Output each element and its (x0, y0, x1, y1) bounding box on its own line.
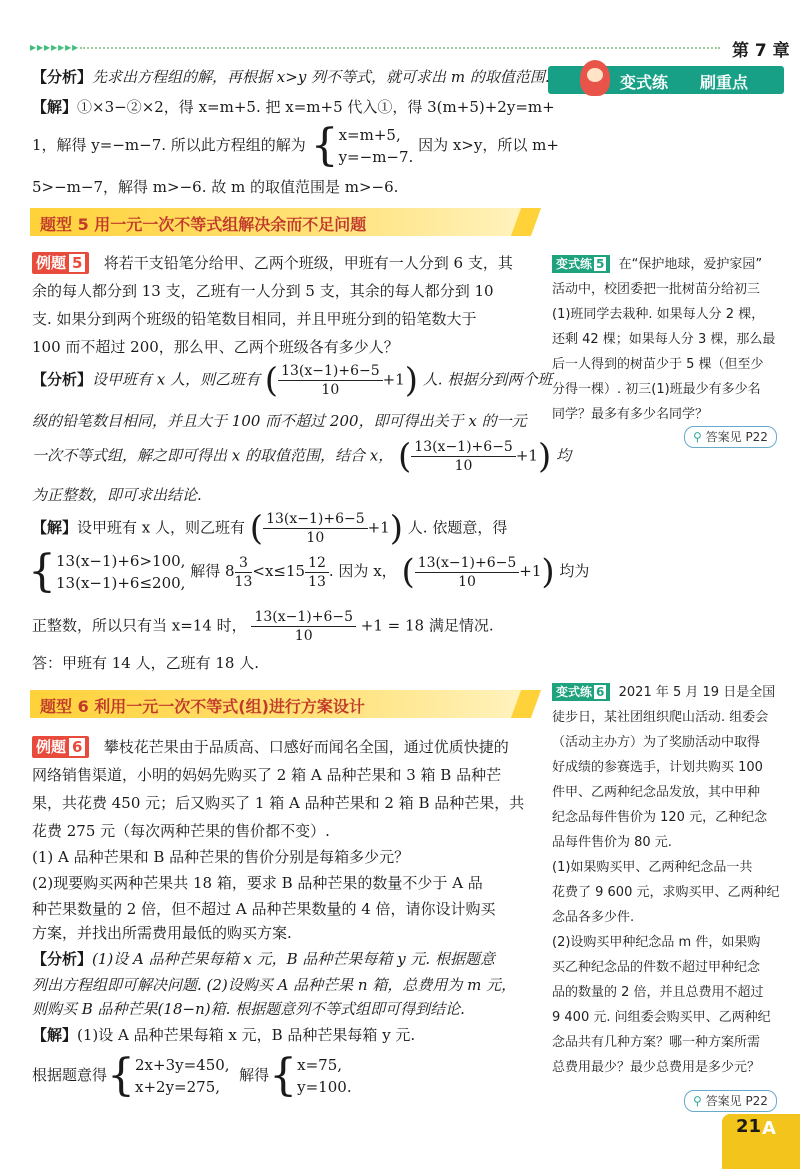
example6-line2: 网络销售渠道，小明的妈妈先购买了 2 箱 A 品种芒果和 3 箱 B 品种芒 (32, 766, 502, 784)
example5-solution-1: 【解】设甲班有 x 人，则乙班有 ( $\frac{13(x-1)+6-5}{10}$ +1) 人. 依题意，得 (32, 508, 508, 549)
example5-analysis-4: 为正整数，即可求出结论. (32, 486, 202, 504)
example6-analysis-3: 则购买 B 品种芒果(18−n)箱. 根据题意列不等式组即可得到结论. (32, 1000, 465, 1018)
example5-line1: 例题 5 将若干支铅笔分给甲、乙两个班级，甲班有一人分到 6 支，其 (32, 252, 513, 274)
header-divider (80, 47, 720, 49)
header-dots: ▸▸▸▸▸▸▸ (30, 40, 80, 54)
side-banner (548, 66, 784, 94)
solution-text: 因为 x>y，所以 m+ (418, 136, 559, 154)
example6-question2a: (2)现要购买两种芒果共 18 箱，要求 B 品种芒果的数量不少于 A 品 (32, 874, 483, 892)
fraction: $\frac{13(x-1)+6-5}{10}$ (411, 438, 516, 475)
answer-link-5[interactable] (684, 426, 777, 448)
section-title: 题型 6 利用一元一次不等式(组)进行方案设计 (40, 697, 365, 716)
fraction: $\frac{12}{13}$ (305, 554, 329, 591)
example5-solution-3: 正整数，所以只有当 x=14 时， $\frac{13(x-1)+6-5}{10}$ +1 = 18 满足情况. (32, 609, 494, 644)
equation-solution: x=75, y=100. (297, 1056, 352, 1096)
section-title: 题型 5 用一元一次不等式组解决余而不足问题 (40, 215, 367, 234)
example6-line4: 花费 275 元（每次两种芒果的售价都不变）. (32, 822, 330, 840)
page-number: 21 (736, 1116, 762, 1137)
example5-line3: 支. 如果分到两个班级的铅笔数目相同，并且甲班分到的铅笔数大于 (32, 310, 477, 328)
analysis-label: 【分析】 (32, 950, 93, 968)
top-solution-line3: 5>−m−7，解得 m>−6. 故 m 的取值范围是 m>−6. (32, 178, 399, 196)
example6-line3: 果，共花费 450 元；后又购买了 1 箱 A 品种芒果和 2 箱 B 品种芒果，共 (32, 794, 525, 812)
analysis-label: 【分析】 (32, 68, 93, 86)
example6-question2b: 种芒果数量的 2 倍，但不超过 A 品种芒果数量的 4 倍，请你设计购买 (32, 900, 496, 918)
mascot-icon (580, 60, 610, 96)
equation-system: 2x+3y=450, x+2y=275, (135, 1056, 230, 1096)
fraction: $\frac{3}{13}$ (234, 554, 253, 590)
banner-right-label: 刷重点 (700, 73, 749, 92)
solution-label: 【解】 (32, 518, 78, 537)
example5-analysis-2: 级的铅笔数目相同，并且大于 100 而不超过 200，即可得出关于 x 的一元 (32, 412, 527, 430)
page-number-tab (722, 1114, 800, 1169)
section-header-5 (30, 208, 526, 236)
fraction: $\frac{13(x-1)+6-5}{10}$ (251, 608, 356, 645)
page-deco-icon: A (762, 1118, 776, 1139)
fraction: $\frac{13(x-1)+6-5}{10}$ (263, 510, 368, 547)
top-solution-line1 (32, 96, 555, 118)
example5-analysis-1: 【分析】设甲班有 x 人，则乙班有 ( $\frac{13(x-1)+6-5}{10}$ +1) 人. 根据分到两个班 (32, 360, 553, 401)
equation-system: x=m+5, y=−m−7. (338, 126, 414, 166)
inequality-system: 13(x−1)+6>100, 13(x−1)+6≤200, (56, 552, 186, 592)
analysis-label: 【分析】 (32, 370, 93, 389)
solution-label: 【解】 (32, 98, 78, 116)
pin-icon: ⚲ (693, 430, 702, 444)
example5-line4: 100 而不超过 200，那么甲、乙两个班级各有多少人？ (32, 338, 399, 356)
example6-analysis-1: 【分析】(1)设 A 品种芒果每箱 x 元，B 品种芒果每箱 y 元. 根据题意 (32, 950, 495, 968)
top-solution-line2: 1，解得 y=−m−7. 所以此方程组的解为 { x=m+5, y=−m−7. 因为 x>y，所以 m+ (32, 120, 559, 171)
pin-icon: ⚲ (693, 1094, 702, 1108)
example6-solution-1: 【解】(1)设 A 品种芒果每箱 x 元，B 品种芒果每箱 y 元. (32, 1026, 416, 1044)
answer-link-label: 答案见 P22 (705, 430, 768, 444)
solution-text: 1，解得 y=−m−7. 所以此方程组的解为 (32, 136, 306, 154)
example6-solution-2: 根据题意得{ 2x+3y=450, x+2y=275, 解得{ x=75, y=100. (32, 1050, 352, 1101)
top-analysis (32, 66, 550, 88)
answer-link-6[interactable] (684, 1090, 777, 1112)
solution-label: 【解】 (32, 1026, 78, 1044)
fraction: $\frac{13(x-1)+6-5}{10}$ (278, 362, 383, 399)
chapter-label: 第 7 章 (732, 41, 790, 61)
solution-text: ①×3−②×2，得 x=m+5. 把 x=m+5 代入①，得 3(m+5)+2y=m+ (77, 98, 555, 116)
side-exercise-6: 变式练 6 2021 年 5 月 19 日是全国 徒步日，某社团组织爬山活动. 组委会 （活动主办方）为了奖励活动中取得 好成绩的参赛选手，计划共购买 100 件甲、乙两种纪念品发放，其中甲种 纪念品每件售价为 120 元，乙种纪念 品每件售价为 80 元. (1)如果购买甲、乙两种纪念品一共 花费了 9 600 元，求购买甲、乙两种纪 念品各多少件. (2)设购买甲种纪念品 m 件，如果购 买乙种纪念品的件数不超过甲种纪念 品的数量的 2 倍，并且总费用不超过 9 400 元. 问组委会购买甲、乙两种纪 念品共有几种方案？哪一种方案所需 总费用最少？最少总费用是多少元？ (552, 685, 780, 1075)
example6-question2c: 方案，并找出所需费用最低的购买方案. (32, 924, 292, 942)
analysis-text: 先求出方程组的解，再根据 x>y 列不等式，就可求出 m 的取值范围. (92, 68, 550, 86)
example5-solution-2: { 13(x−1)+6>100, 13(x−1)+6≤200, 解得 8 $\frac{3}{13}$ <x≤15 $\frac{12}{13}$ . 因为 x， ( $\frac{13(x-1)+6-5}{10}$ +1) 均为 (28, 546, 590, 597)
example5-line2: 余的每人都分到 13 支，乙班有一人分到 5 支，其余的每人都分到 10 (32, 282, 494, 300)
example-tag: 例题 5 (32, 252, 89, 274)
side-exercise-tag: 变式练 6 (552, 683, 610, 701)
side-exercise-5: 变式练 5 在“保护地球，爱护家园” 活动中，校团委把一批树苗分给初三 (1)班同学去栽种. 如果每人分 2 棵， 还剩 42 棵；如果每人分 3 棵，那么最 后一人得到的树苗少于 5 棵（但至少 分得一棵）. 初三(1)班最少有多少名 同学？最多有多少名同学？ (552, 257, 776, 422)
example6-question1: (1) A 品种芒果和 B 品种芒果的售价分别是每箱多少元？ (32, 848, 410, 866)
example5-analysis-3: 一次不等式组，解之即可得出 x 的取值范围，结合 x， ( $\frac{13(x-1)+6-5}{10}$ +1) 均 (32, 436, 572, 477)
side-exercise-tag: 变式练 5 (552, 255, 610, 273)
answer-link-label: 答案见 P22 (705, 1094, 768, 1108)
section-header-6 (30, 690, 526, 718)
fraction: $\frac{13(x-1)+6-5}{10}$ (415, 554, 520, 591)
example6-line1: 例题 6 攀枝花芒果由于品质高、口感好而闻名全国，通过优质快捷的 (32, 736, 509, 758)
banner-left-label: 变式练 (620, 73, 669, 92)
example5-answer: 答：甲班有 14 人，乙班有 18 人. (32, 654, 260, 672)
example-tag: 例题 6 (32, 736, 89, 758)
example6-analysis-2: 列出方程组即可解决问题. (2)设购买 A 品种芒果 n 箱，总费用为 m 元， (32, 976, 517, 994)
